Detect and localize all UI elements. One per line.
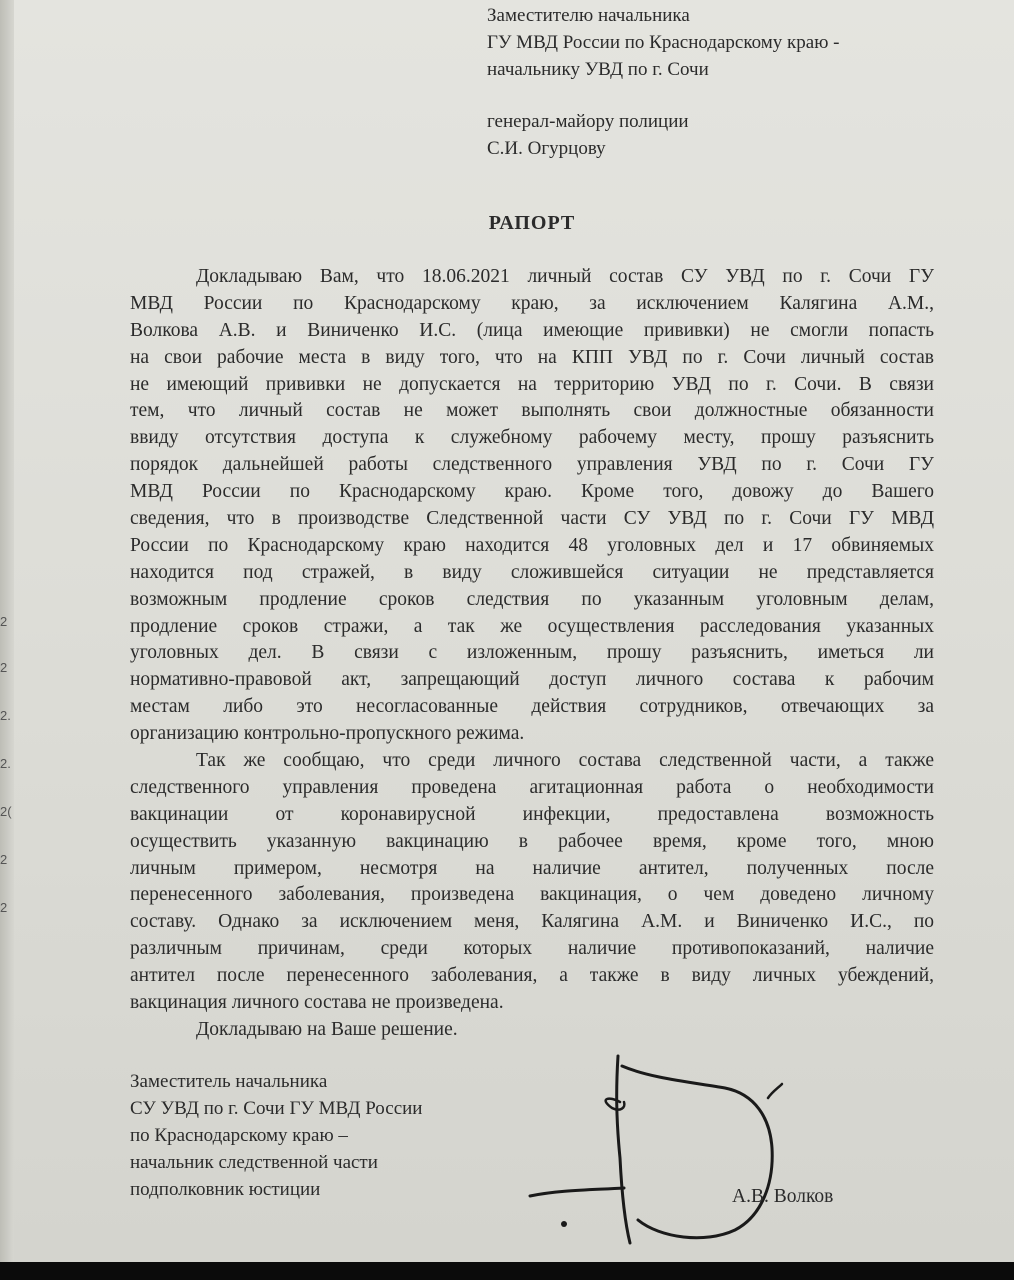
edge-mark: 2 <box>0 852 8 867</box>
report-body <box>130 264 934 1044</box>
body-line: следственного управления проведена агитационная работа о необходимости <box>130 776 934 798</box>
body-line: тем, что личный состав не может выполнять свои должностные обязанности <box>130 400 934 422</box>
addressee-line: ГУ МВД России по Краснодарскому краю - <box>487 32 840 53</box>
addressee-line: Заместителю начальника <box>487 5 690 26</box>
body-line: вакцинация личного состава не произведена. <box>130 992 504 1014</box>
handwritten-signature <box>520 1048 800 1248</box>
signer-position-line: Заместитель начальника <box>130 1071 328 1092</box>
body-line: на свои рабочие места в виду того, что на КПП УВД по г. Сочи личный состав <box>130 346 934 368</box>
body-line: МВД России по Краснодарскому краю, за исключением Калягина А.М., <box>130 292 934 314</box>
body-line: продление сроков стражи, а так же осуществления расследования указанных <box>130 615 934 637</box>
edge-mark: 2 <box>0 900 8 915</box>
addressee-name: С.И. Огурцову <box>487 138 606 159</box>
addressee-rank: генерал-майору полиции <box>487 111 689 132</box>
body-line: личным примером, несмотря на наличие антител, полученных после <box>130 857 934 879</box>
body-line: России по Краснодарскому краю находится 48 уголовных дел и 17 обвиняемых <box>130 534 934 556</box>
edge-mark: 2( <box>0 804 12 819</box>
bottom-black-bar <box>0 1262 1014 1280</box>
addressee-block <box>487 2 987 83</box>
edge-mark: 2. <box>0 708 11 723</box>
body-line: находится под стражей, в виду сложившейся ситуации не представляется <box>130 561 934 583</box>
body-line: возможным продление сроков следствия по указанным уголовным делам, <box>130 588 934 610</box>
body-line: Докладываю Вам, что 18.06.2021 личный состав СУ УВД по г. Сочи ГУ <box>196 266 934 287</box>
body-line: сведения, что в производстве Следственной части СУ УВД по г. Сочи ГУ МВД <box>130 508 934 530</box>
body-line: не имеющий прививки не допускается на территорию УВД по г. Сочи. В связи <box>130 373 934 395</box>
signer-position-line: подполковник юстиции <box>130 1179 321 1200</box>
document-title: РАПОРТ <box>488 212 576 234</box>
body-line: антител после перенесенного заболевания, а также в виду личных убеждений, <box>130 965 934 987</box>
body-line: порядок дальнейшей работы следственного управления УВД по г. Сочи ГУ <box>130 454 934 476</box>
body-line: Докладываю на Ваше решение. <box>196 1018 458 1040</box>
addressee-line: начальнику УВД по г. Сочи <box>487 59 709 80</box>
signer-position-line: начальник следственной части <box>130 1152 378 1173</box>
body-line: МВД России по Краснодарскому краю. Кроме того, довожу до Вашего <box>130 481 934 503</box>
signer-position-line: по Краснодарскому краю – <box>130 1125 348 1146</box>
body-line: местам либо это несогласованные действия сотрудников, отвечающих за <box>130 696 934 718</box>
body-line: перенесенного заболевания, произведена вакцинация, о чем доведено личному <box>130 884 934 906</box>
body-line: осуществить указанную вакцинацию в рабочее время, кроме того, мною <box>130 830 934 852</box>
body-line: нормативно-правовой акт, запрещающий доступ личного состава к рабочим <box>130 669 934 691</box>
signer-name: А.В. Волков <box>732 1186 834 1207</box>
body-line: ввиду отсутствия доступа к служебному рабочему месту, прошу разъяснить <box>130 427 934 449</box>
addressee-rank-block <box>487 108 689 162</box>
adjacent-page-edge <box>0 0 14 1262</box>
body-line: вакцинации от коронавирусной инфекции, предоставлена возможность <box>130 803 934 825</box>
body-line: Волкова А.В. и Виниченко И.С. (лица имеющие прививки) не смогли попасть <box>130 319 934 341</box>
signer-position-line: СУ УВД по г. Сочи ГУ МВД России <box>130 1098 423 1119</box>
edge-mark: 2 <box>0 614 8 629</box>
edge-mark: 2. <box>0 756 11 771</box>
edge-mark: 2 <box>0 660 8 675</box>
body-line: Так же сообщаю, что среди личного состава следственной части, а также <box>196 750 934 772</box>
body-line: организацию контрольно-пропускного режима. <box>130 723 525 745</box>
body-line: уголовных дел. В связи с изложенным, прошу разъяснить, иметься ли <box>130 642 934 664</box>
body-line: составу. Однако за исключением меня, Калягина А.М. и Виниченко И.С., по <box>130 911 934 933</box>
signature-block <box>130 1068 422 1203</box>
body-line: различным причинам, среди которых наличие противопоказаний, наличие <box>130 938 934 960</box>
